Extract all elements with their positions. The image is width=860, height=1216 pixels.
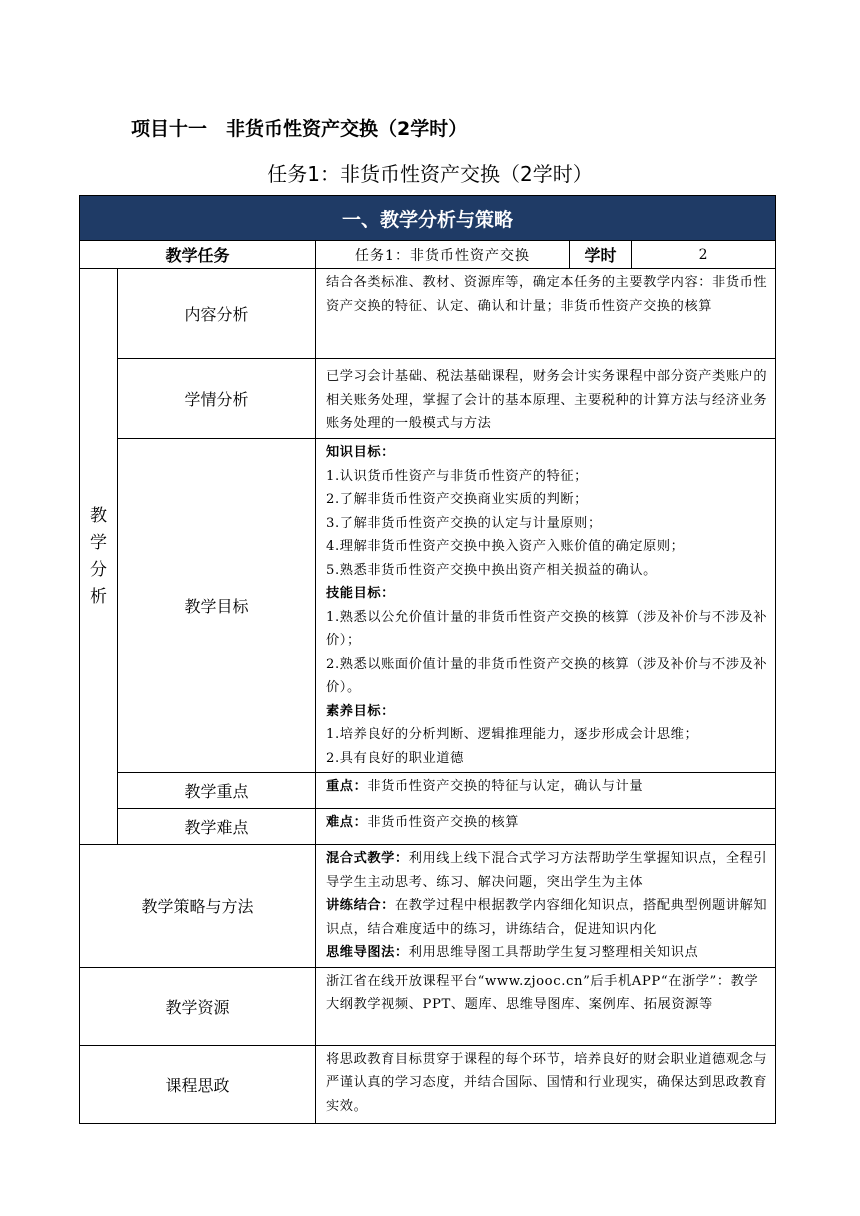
content-analysis-label: 内容分析 [118,269,316,359]
ideology-text: 将思政教育目标贯穿于课程的每个环节，培养良好的财会职业道德观念与严谨认真的学习态度，并结合国际、国情和行业现实，确保达到思政教育实效。 [316,1045,776,1123]
group-char: 教 [90,505,107,526]
key-points-row [80,773,776,809]
project-title: 项目十一 非货币性资产交换（2学时） [131,118,468,140]
literacy-item: 2.具有良好的职业道德 [326,750,464,766]
teaching-analysis-table [79,195,776,1124]
strategy-heading: 混合式教学： [326,851,409,866]
key-points-label: 教学重点 [118,773,316,809]
strategy-row [80,845,776,968]
skill-item: 2.熟悉以账面价值计量的非货币性资产交换的核算（涉及补价与不涉及补价）。 [326,656,768,695]
section-header: 一、教学分析与策略 [80,196,776,241]
knowledge-item: 4.理解非货币性资产交换中换入资产入账价值的确定原则； [326,539,685,554]
hours-label: 学时 [570,241,632,269]
content-analysis-row [80,269,776,359]
difficult-points-value: 非货币性资产交换的核算 [367,815,520,830]
knowledge-item: 5.熟悉非货币性资产交换中换出资产相关损益的确认。 [326,562,657,578]
learner-analysis-label: 学情分析 [118,359,316,439]
strategy-item: 利用线上线下混合式学习方法帮助学生掌握知识点，全程引导学生主动思考、练习、解决问题，突出学生为主体 [326,851,768,890]
resources-text: 浙江省在线开放课程平台“www.zjooc.cn”后手机APP“在浙学”：教学大纲教学视频、PPT、题库、思维导图库、案例库、拓展资源等 [316,967,776,1045]
resources-label: 教学资源 [80,967,316,1045]
section-header-row [80,196,776,241]
ideology-label: 课程思政 [80,1045,316,1123]
difficult-points-prefix: 难点： [326,815,368,830]
literacy-heading: 素养目标： [326,703,395,719]
key-points-value: 非货币性资产交换的特征与认定，确认与计量 [367,779,644,794]
strategy-item: 利用思维导图工具帮助学生复习整理相关知识点 [408,945,699,960]
task-label: 教学任务 [80,241,316,269]
strategy-item: 在教学过程中根据教学内容细化知识点，搭配典型例题讲解知识点，结合难度适中的练习，讲练结合，促进知识内化 [326,898,768,937]
learner-analysis-row [80,359,776,439]
knowledge-heading: 知识目标： [326,445,395,460]
difficult-points-text [316,809,776,845]
key-points-text [316,773,776,809]
resources-row [80,967,776,1045]
hours-value: 2 [632,241,776,269]
task-title: 任务1：非货币性资产交换（2学时） [267,162,593,186]
knowledge-item: 3.了解非货币性资产交换的认定与计量原则； [326,515,602,531]
group-char: 分 [90,559,107,580]
strategy-label: 教学策略与方法 [80,845,316,968]
teaching-goals-row [80,439,776,773]
content-analysis-text: 结合各类标准、教材、资源库等，确定本任务的主要教学内容：非货币性资产交换的特征、认定、确认和计量；非货币性资产交换的核算 [316,269,776,359]
teaching-goals-text [316,439,776,773]
task-value: 任务1：非货币性资产交换 [316,241,570,269]
skill-heading: 技能目标： [326,586,395,601]
strategy-heading: 讲练结合： [326,898,395,913]
difficult-points-label: 教学难点 [118,809,316,845]
ideology-row [80,1045,776,1123]
group-char: 析 [90,586,107,607]
learner-analysis-text: 已学习会计基础、税法基础课程，财务会计实务课程中部分资产类账户的相关账务处理，掌握了会计的基本原理、主要税种的计算方法与经济业务账务处理的一般模式与方法 [316,359,776,439]
teaching-goals-label: 教学目标 [118,439,316,773]
task-row [80,241,776,269]
strategy-heading: 思维导图法： [326,945,409,960]
strategy-text [316,845,776,968]
knowledge-item: 1.认识货币性资产与非货币性资产的特征； [326,468,588,484]
difficult-points-row [80,809,776,845]
literacy-item: 1.培养良好的分析判断、逻辑推理能力，逐步形成会计思维； [326,727,699,742]
analysis-group-label [80,269,118,845]
knowledge-item: 2.了解非货币性资产交换商业实质的判断； [326,492,588,507]
key-points-prefix: 重点： [326,779,368,794]
skill-item: 1.熟悉以公允价值计量的非货币性资产交换的核算（涉及补价与不涉及补价）； [326,609,768,648]
group-char: 学 [90,532,107,553]
